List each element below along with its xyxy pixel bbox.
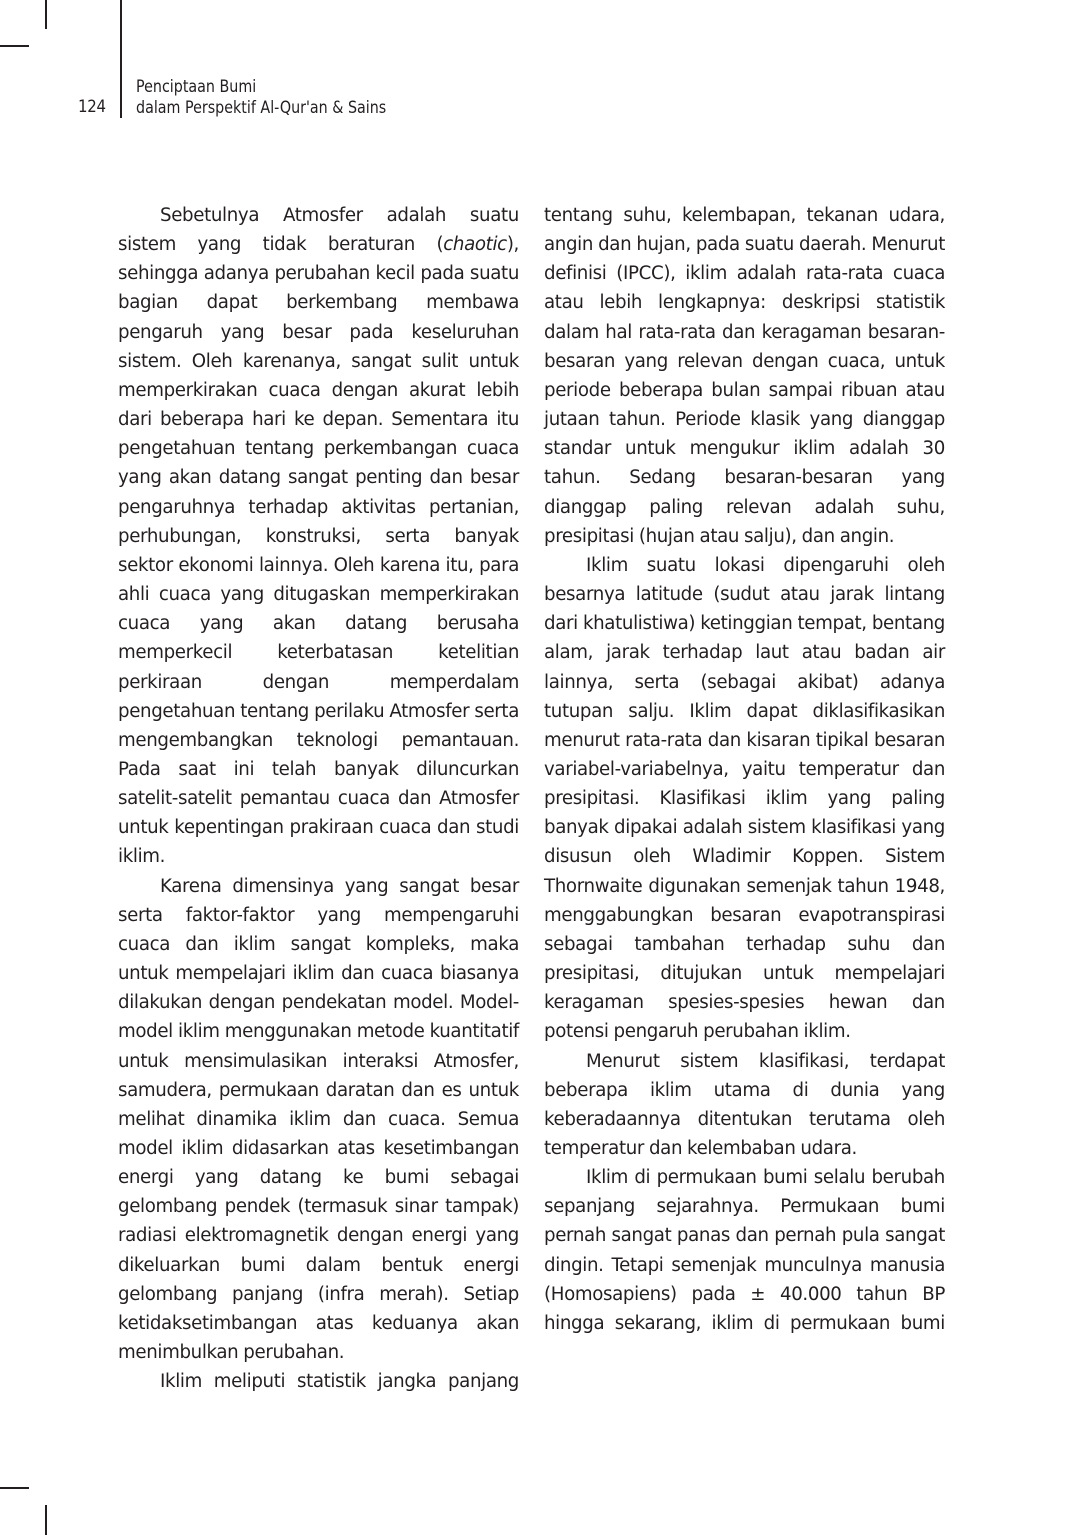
- paragraph-iklim-statistik-start: Iklim meliputi statistik jangka panjang: [160, 1371, 519, 1393]
- paragraph-klasifikasi: Menurut sistem klasifikasi, terdapat beberapa iklim utama di dunia yang keberadaannya ditentukan terutama oleh temperatur dan kelembaban udara.: [544, 1050, 945, 1159]
- running-title-line1: Penciptaan Bumi: [136, 77, 257, 97]
- paragraph-text: Sebetulnya Atmosfer adalah suatu sistem yang tidak beraturan (: [118, 205, 519, 256]
- paragraph-iklim-lokasi: Iklim suatu lokasi dipengaruhi oleh besarnya latitude (sudut atau jarak lintang dari khatulistiwa) ketinggian tempat, bentang alam, jarak terhadap laut atau badan air lainnya, serta (sebagai akibat) adanya tutupan salju. Iklim dapat diklasifikasikan menurut rata-rata dan kisaran tipikal besaran variabel-variabelnya, yaitu temperatur dan presipitasi. Klasifikasi iklim yang paling banyak dipakai adalah sistem klasifikasi yang disusun oleh Wladimir Koppen. Sistem Thornwaite digunakan semenjak tahun 1948, menggabungkan besaran evapotranspirasi sebagai tambahan terhadap suhu dan presipitasi, ditujukan untuk mempelajari keragaman spesies-spesies hewan dan potensi pengaruh perubahan iklim.: [544, 554, 945, 1043]
- header-divider-rule: [120, 0, 122, 118]
- running-head: [136, 77, 386, 119]
- italic-term: chaotic: [443, 234, 507, 256]
- crop-mark-bottom-left-horizontal: [0, 1487, 29, 1489]
- paragraph-text: ), sehingga adanya perubahan kecil pada suatu bagian dapat berkembang membawa pengaruh yang besar pada keseluruhan sistem. Oleh karenanya, sangat sulit untuk memperkirakan cuaca dengan akurat lebih dari beberapa hari ke depan. Sementara itu pengetahuan tentang perkembangan cuaca yang akan datang sangat penting dan besar pengaruhnya terhadap aktivitas pertanian, perhubungan, konstruksi, serta banyak sektor ekonomi lainnya. Oleh karena itu, para ahli cuaca yang ditugaskan memperkirakan cuaca yang akan datang berusaha memperkecil keterbatasan ketelitian perkiraan dengan memperdalam pengetahuan tentang perilaku Atmosfer serta mengembangkan teknologi pemantauan. Pada saat ini telah banyak diluncurkan satelit-satelit pemantau cuaca dan Atmosfer untuk kepentingan prakiraan cuaca dan studi iklim.: [118, 234, 519, 868]
- left-column: [118, 201, 519, 1396]
- running-title-line2: dalam Perspektif Al-Qur'an & Sains: [136, 98, 387, 118]
- page-number: 124: [78, 97, 106, 117]
- paragraph-perubahan-iklim: Iklim di permukaan bumi selalu berubah sepanjang sejarahnya. Permukaan bumi pernah sangat panas dan pernah pula sangat dingin. Tetapi semenjak munculnya manusia (Homosapiens) pada ± 40.000 tahun BP hingga sekarang, iklim di permukaan bumi: [544, 1167, 945, 1334]
- crop-mark-top-left-horizontal: [0, 45, 29, 47]
- paragraph-atmosfer-chaotic: [118, 201, 519, 872]
- right-column: [544, 201, 945, 1338]
- crop-mark-bottom-left-vertical: [45, 1505, 47, 1535]
- paragraph-iklim-statistik-continued: tentang suhu, kelembapan, tekanan udara, angin dan hujan, pada suatu daerah. Menurut definisi (IPCC), iklim adalah rata-rata cuaca atau lebih lengkapnya: deskripsi statistik dalam hal rata-rata dan keragaman besaran-besaran yang relevan dengan cuaca, untuk periode beberapa bulan sampai ribuan atau jutaan tahun. Periode klasik yang dianggap standar untuk mengukur iklim adalah 30 tahun. Sedang besaran-besaran yang dianggap paling relevan adalah suhu, presipitasi (hujan atau salju), dan angin.: [544, 205, 945, 547]
- paragraph-model-iklim: Karena dimensinya yang sangat besar serta faktor-faktor yang mempengaruhi cuaca dan iklim sangat kompleks, maka untuk mempelajari iklim dan cuaca biasanya dilakukan dengan pendekatan model. Model-model iklim menggunakan metode kuantitatif untuk mensimulasikan interaksi Atmosfer, samudera, permukaan daratan dan es untuk melihat dinamika iklim dan cuaca. Semua model iklim didasarkan atas kesetimbangan energi yang datang ke bumi sebagai gelombang pendek (termasuk sinar tampak) radiasi elektromagnetik dengan energi yang dikeluarkan bumi dalam bentuk energi gelombang panjang (infra merah). Setiap ketidaksetimbangan atas keduanya akan menimbulkan perubahan.: [118, 875, 519, 1364]
- crop-mark-top-left-vertical: [45, 0, 47, 29]
